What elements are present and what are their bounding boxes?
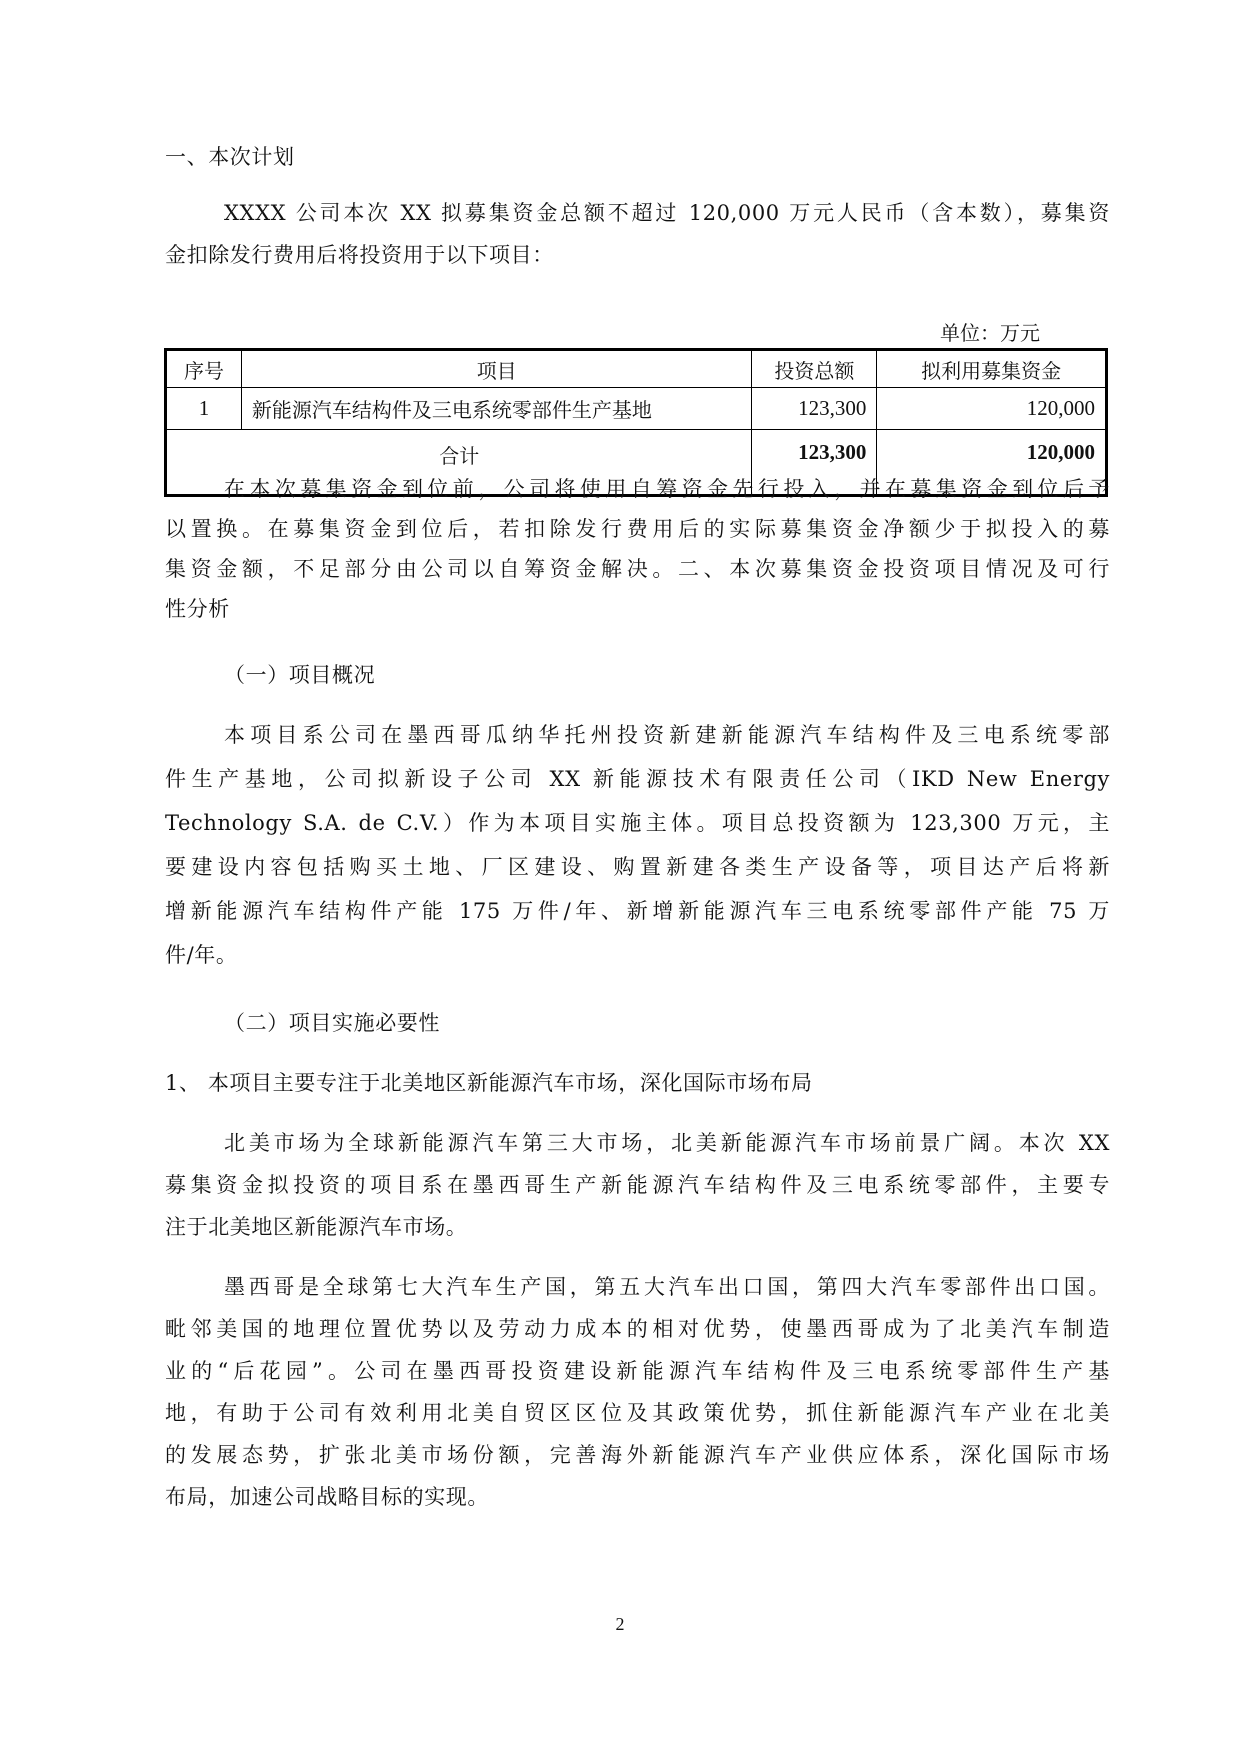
overview-line-2: 件生产基地，公司拟新设子公司 XX 新能源技术有限责任公司（IKD New Energy [165,767,1110,791]
subsection-heading-overview: （一）项目概况 [224,663,376,687]
total-raised: 120,000 [877,430,1107,496]
header-investment: 投资总额 [752,350,877,388]
para1-line-1: 北美市场为全球新能源汽车第三大市场，北美新能源汽车市场前景广阔。本次 XX [224,1131,1110,1155]
overview-line-6: 件/年。 [165,943,238,967]
unit-label: 单位：万元 [940,321,1040,345]
para2-line-4: 地，有助于公司有效利用北美自贸区区位及其政策优势，抓住新能源汽车产业在北美 [165,1401,1110,1425]
header-seq: 序号 [166,350,242,388]
total-investment: 123,300 [752,430,877,496]
table-header-row [166,350,1107,388]
after-table-line-4: 性分析 [165,597,230,621]
intro-line-2: 金扣除发行费用后将投资用于以下项目： [165,243,554,267]
after-table-line-3: 集资金额，不足部分由公司以自筹资金解决。二、本次募集资金投资项目情况及可行 [165,557,1110,581]
row-item: 新能源汽车结构件及三电系统零部件生产基地 [241,388,752,430]
intro-line-1: XXXX 公司本次 XX 拟募集资金总额不超过 120,000 万元人民币（含本数），募集资 [224,201,1110,225]
after-table-line-1: 在本次募集资金到位前，公司将使用自筹资金先行投入，并在募集资金到位后予 [224,477,1110,501]
subsection-heading-necessity: （二）项目实施必要性 [224,1011,440,1035]
para2-line-2: 毗邻美国的地理位置优势以及劳动力成本的相对优势，使墨西哥成为了北美汽车制造 [165,1317,1110,1341]
row-raised: 120,000 [877,388,1107,430]
section-heading-plan: 一、本次计划 [165,145,295,169]
row-investment: 123,300 [752,388,877,430]
overview-line-5: 增新能源汽车结构件产能 175 万件/年、新增新能源汽车三电系统零部件产能 75 万 [165,899,1110,923]
para2-line-5: 的发展态势，扩张北美市场份额，完善海外新能源汽车产业供应体系，深化国际市场 [165,1443,1110,1467]
header-item: 项目 [241,350,752,388]
page-number: 2 [615,1614,625,1634]
table-row [166,388,1107,430]
after-table-line-2: 以置换。在募集资金到位后，若扣除发行费用后的实际募集资金净额少于拟投入的募 [165,517,1110,541]
header-raised: 拟利用募集资金 [877,350,1107,388]
total-label: 合计 [166,430,752,496]
overview-line-4: 要建设内容包括购买土地、厂区建设、购置新建各类生产设备等，项目达产后将新 [165,855,1110,879]
overview-line-3: Technology S.A. de C.V.）作为本项目实施主体。项目总投资额为 123,300 万元，主 [165,811,1110,835]
para2-line-3: 业的“后花园”。公司在墨西哥投资建设新能源汽车结构件及三电系统零部件生产基 [165,1359,1110,1383]
row-seq: 1 [166,388,242,430]
point1-heading: 1、 本项目主要专注于北美地区新能源汽车市场，深化国际市场布局 [165,1071,813,1095]
para2-line-6: 布局，加速公司战略目标的实现。 [165,1485,489,1509]
para1-line-3: 注于北美地区新能源汽车市场。 [165,1215,468,1239]
para2-line-1: 墨西哥是全球第七大汽车生产国，第五大汽车出口国，第四大汽车零部件出口国。 [224,1275,1110,1299]
overview-line-1: 本项目系公司在墨西哥瓜纳华托州投资新建新能源汽车结构件及三电系统零部 [224,723,1110,747]
para1-line-2: 募集资金拟投资的项目系在墨西哥生产新能源汽车结构件及三电系统零部件，主要专 [165,1173,1110,1197]
